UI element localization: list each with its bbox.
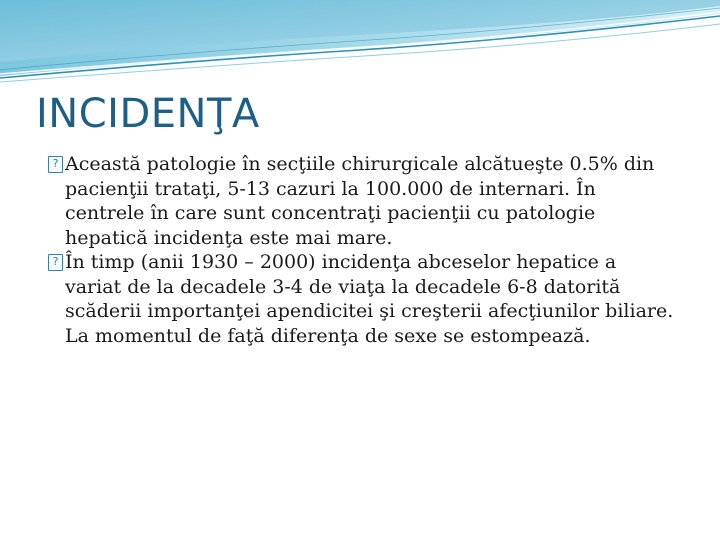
paragraph-incidence-rate: [48, 152, 678, 250]
paragraph-incidence-trend: [48, 250, 678, 348]
paragraph-text: În timp (anii 1930 – 2000) incidenţa abceselor hepatice a variat de la decadele 3-4 de viaţa la decadele 6-8 datorită scăderii importanţei apendicitei şi creşterii afecţiunilor biliare. La momentul de faţă diferenţa de sexe se estompează.: [65, 251, 674, 347]
missing-glyph-icon: [48, 254, 63, 271]
missing-glyph-icon: [48, 156, 63, 173]
page-title: INCIDENŢA: [36, 91, 260, 137]
paragraph-text: Această patologie în secţiile chirurgicale alcătueşte 0.5% din pacienţii trataţi, 5-13 cazuri la 100.000 de internari. În centrele în care sunt concentraţi pacienţii cu patologie hepatică incidenţa este mai mare.: [65, 153, 655, 249]
header-wave-decoration: [0, 0, 720, 90]
slide-body: [48, 152, 678, 348]
